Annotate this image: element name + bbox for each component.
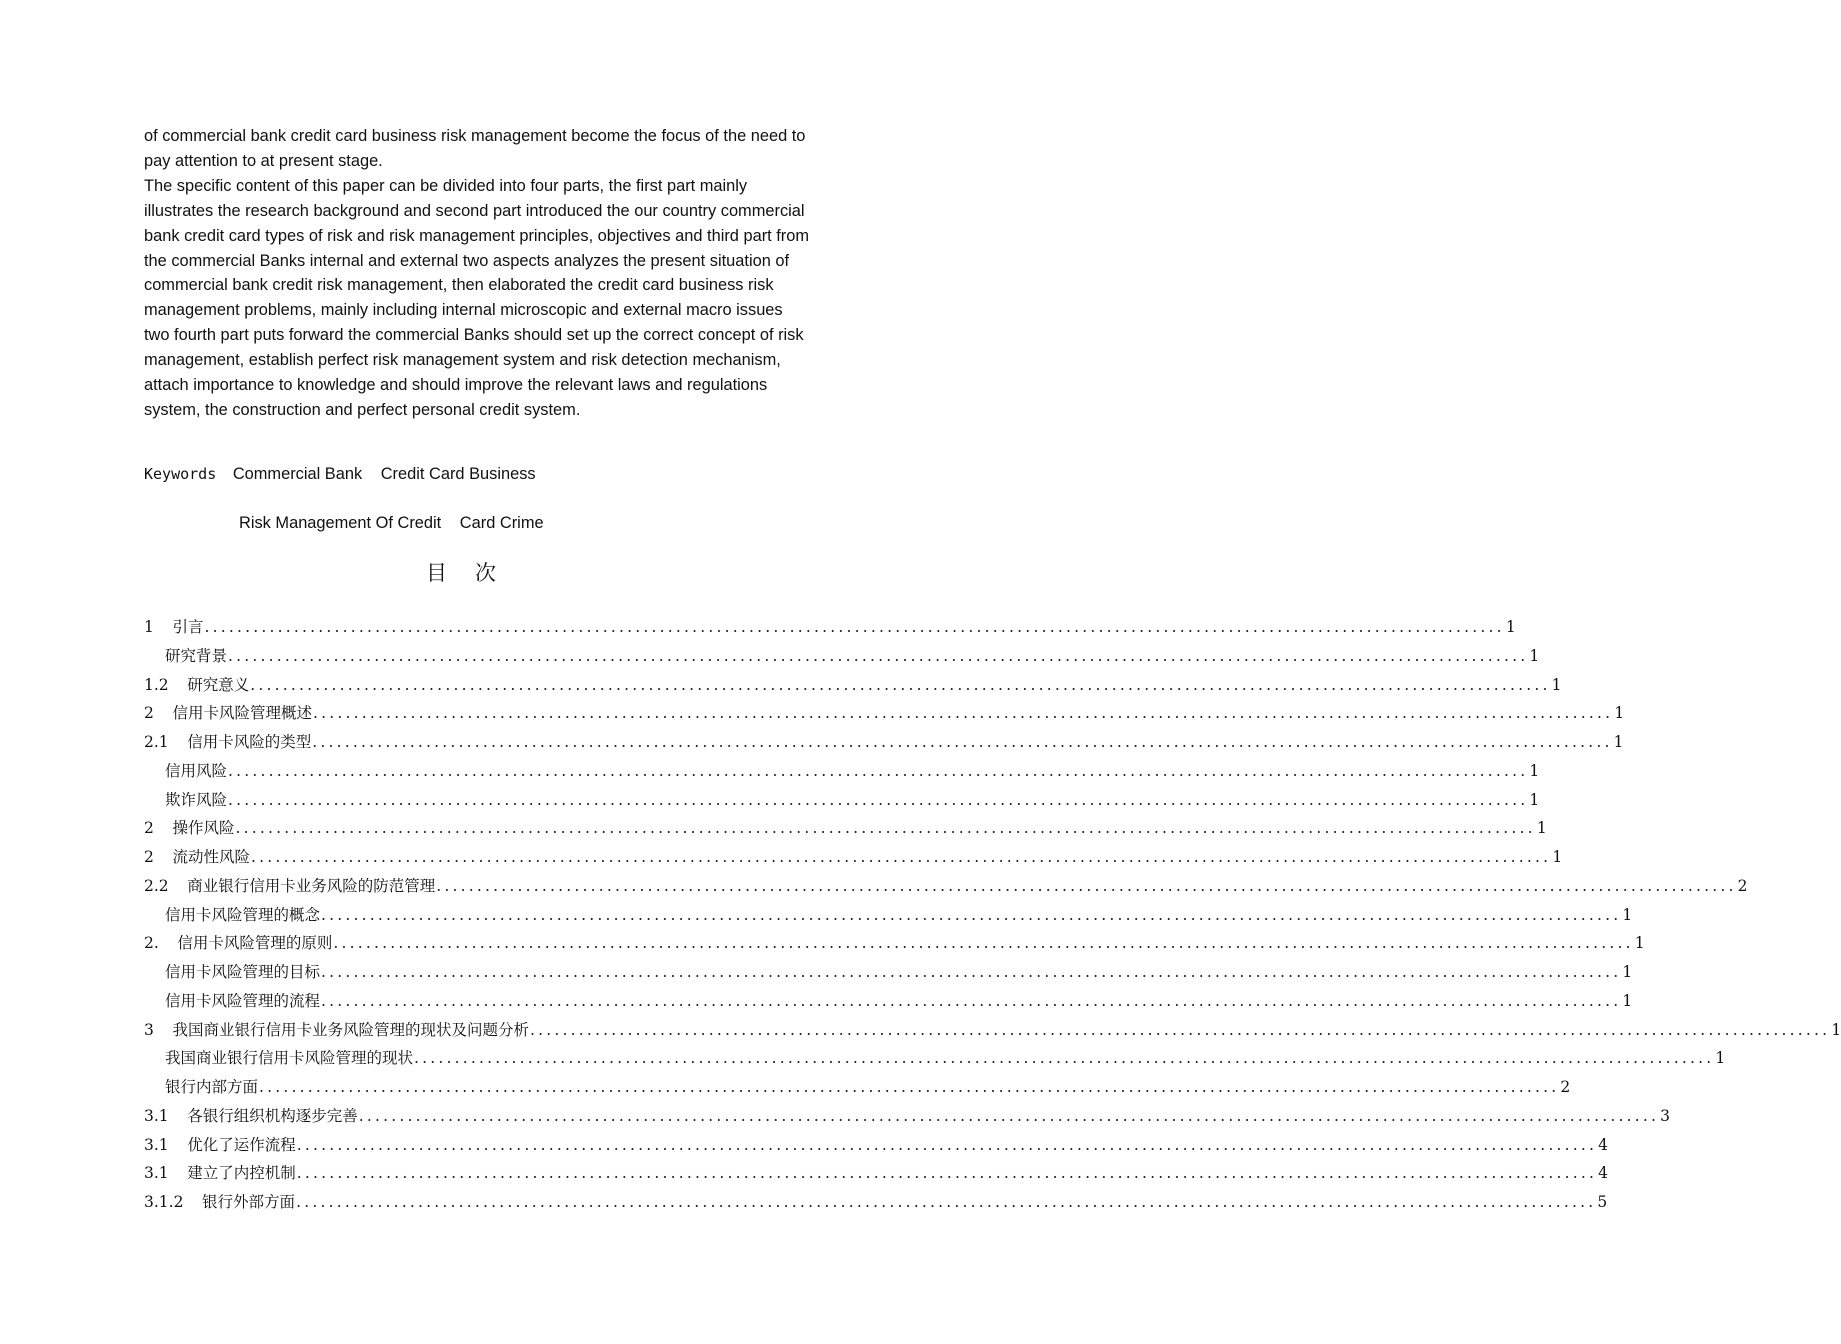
toc-entry-number: 3 (144, 1020, 154, 1039)
toc-entry-page: 1 (1622, 905, 1633, 924)
toc-entry-label: 信用风险 (165, 761, 228, 780)
toc-entry[interactable] (144, 1044, 1726, 1073)
toc-entry-page: 3 (1660, 1106, 1670, 1125)
toc-dot-leader: ................................................................................................................................................................ (529, 1020, 1831, 1039)
toc-entry-label: 各银行组织机构逐步完善 (187, 1106, 358, 1125)
toc-entry[interactable] (144, 987, 1633, 1016)
toc-entry[interactable] (144, 1131, 1608, 1160)
toc-entry[interactable] (144, 929, 1645, 958)
toc-entry[interactable] (144, 642, 1540, 671)
toc-entry[interactable] (144, 757, 1540, 786)
toc-entry[interactable] (144, 872, 1748, 901)
toc-dot-leader: ................................................................................................................................................................ (228, 761, 1529, 780)
toc-entry-page: 1 (1613, 733, 1624, 751)
toc-dot-leader: ................................................................................................................................................................ (312, 733, 1613, 751)
toc-entry-label: 流动性风险 (172, 848, 250, 866)
toc-entry-number: 2.1 (144, 733, 169, 751)
toc-entry-label: 信用卡风险管理的目标 (165, 963, 321, 981)
toc-entry-page: 1 (1715, 1049, 1726, 1068)
toc-dot-leader: ................................................................................................................................................................ (296, 1193, 1597, 1211)
table-of-contents (144, 613, 1841, 1217)
toc-entry-number: 3.1.2 (144, 1193, 184, 1211)
toc-entry-number: 1.2 (144, 675, 169, 694)
toc-entry-page: 2 (1737, 876, 1748, 895)
abstract-paragraph-1: of commercial bank credit card business risk management become the focus of the need to pay attention to at present stage. (144, 127, 806, 170)
toc-entry-number: 2 (144, 848, 154, 866)
toc-entry-label: 我国商业银行信用卡风险管理的现状 (165, 1049, 414, 1068)
toc-entry-label: 信用卡风险管理的流程 (165, 991, 321, 1010)
toc-entry-label: 商业银行信用卡业务风险的防范管理 (187, 876, 436, 895)
toc-dot-leader: ................................................................................................................................................................ (235, 819, 1536, 838)
toc-dot-leader: ................................................................................................................................................................ (204, 618, 1505, 636)
toc-dot-leader: ................................................................................................................................................................ (321, 991, 1622, 1010)
toc-entry-page: 4 (1598, 1135, 1608, 1154)
toc-entry[interactable] (144, 901, 1633, 930)
toc-entry[interactable] (144, 699, 1625, 728)
toc-entry-page: 1 (1529, 790, 1540, 809)
toc-entry-label: 信用卡风险管理的概念 (165, 905, 321, 924)
toc-entry-page: 1 (1505, 618, 1516, 636)
toc-entry-label: 引言 (172, 618, 204, 636)
toc-dot-leader: ................................................................................................................................................................ (296, 1135, 1598, 1154)
toc-entry[interactable] (144, 1073, 1571, 1102)
toc-entry-number: 1 (144, 618, 154, 636)
toc-entry-label: 信用卡风险管理的原则 (177, 934, 333, 953)
toc-entry-number: 2 (144, 819, 154, 838)
toc-entry[interactable] (144, 843, 1563, 872)
toc-entry-page: 1 (1529, 761, 1540, 780)
toc-entry[interactable] (144, 728, 1624, 757)
toc-entry[interactable] (144, 1016, 1841, 1045)
toc-dot-leader: ................................................................................................................................................................ (228, 790, 1529, 809)
toc-dot-leader: ................................................................................................................................................................ (333, 934, 1634, 953)
toc-entry-label: 欺诈风险 (165, 790, 228, 809)
keyword-item: Card Crime (459, 514, 544, 532)
toc-dot-leader: ................................................................................................................................................................ (250, 848, 1552, 866)
toc-entry-label: 研究背景 (165, 646, 228, 665)
toc-dot-leader: ................................................................................................................................................................ (436, 876, 1737, 895)
toc-entry[interactable] (144, 671, 1562, 700)
toc-entry-page: 1 (1831, 1020, 1841, 1039)
keywords-line-1 (144, 462, 550, 486)
toc-entry-page: 1 (1622, 963, 1633, 981)
toc-entry-page: 1 (1622, 991, 1633, 1010)
toc-entry-label: 信用卡风险管理概述 (172, 704, 312, 723)
toc-entry[interactable] (144, 786, 1540, 815)
toc-dot-leader: ................................................................................................................................................................ (312, 704, 1614, 723)
toc-dot-leader: ................................................................................................................................................................ (250, 675, 1551, 694)
toc-dot-leader: ................................................................................................................................................................ (358, 1106, 1660, 1125)
keyword-item: Risk Management Of Credit (239, 514, 442, 532)
toc-entry-page: 1 (1614, 704, 1625, 723)
toc-entry-label: 信用卡风险的类型 (187, 733, 312, 751)
toc-dot-leader: ................................................................................................................................................................ (414, 1049, 1715, 1068)
toc-entry-label: 银行外部方面 (202, 1193, 296, 1211)
toc-entry-page: 1 (1536, 819, 1547, 838)
keyword-item: Commercial Bank (232, 465, 363, 483)
toc-entry[interactable] (144, 1188, 1608, 1217)
toc-entry[interactable] (144, 1102, 1670, 1131)
toc-entry-page: 1 (1529, 646, 1540, 665)
abstract-paragraph-2: The specific content of this paper can be divided into four parts, the first part mainly illustrates the research background and second part introduced the our country commercial bank credit card types of risk and risk management principles, objectives and third part from the commercial Banks internal and external two aspects analyzes the present situation of commercial bank credit risk management, then elaborated the credit card business risk management problems, mainly including internal microscopic and external macro issues two fourth part puts forward the commercial Banks should set up the correct concept of risk management, establish perfect risk management system and risk detection mechanism, attach importance to knowledge and should improve the relevant laws and regulations system, the construction and perfect personal credit system. (144, 176, 810, 419)
toc-entry[interactable] (144, 613, 1516, 642)
toc-entry-number: 3.1 (144, 1135, 169, 1154)
toc-entry-label: 银行内部方面 (165, 1078, 259, 1096)
keywords-label: Keywords (144, 465, 217, 483)
toc-entry-page: 2 (1560, 1078, 1571, 1096)
toc-entry-label: 操作风险 (172, 819, 235, 838)
toc-title: 目次 (426, 561, 524, 585)
toc-entry-page: 1 (1551, 675, 1562, 694)
toc-entry-page: 1 (1552, 848, 1563, 866)
toc-dot-leader: ................................................................................................................................................................ (228, 646, 1529, 665)
keyword-item: Credit Card Business (380, 465, 536, 483)
toc-entry-page: 5 (1597, 1193, 1608, 1211)
toc-dot-leader: ................................................................................................................................................................ (321, 963, 1622, 981)
toc-entry[interactable] (144, 958, 1633, 987)
toc-dot-leader: ................................................................................................................................................................ (321, 905, 1622, 924)
toc-dot-leader: ................................................................................................................................................................ (259, 1078, 1560, 1096)
toc-entry-label: 优化了运作流程 (187, 1135, 296, 1154)
toc-entry[interactable] (144, 814, 1547, 843)
toc-entry-number: 3.1 (144, 1164, 169, 1183)
toc-entry-label: 建立了内控机制 (187, 1164, 296, 1183)
abstract-text (144, 124, 810, 423)
toc-entry-page: 4 (1598, 1164, 1608, 1183)
toc-entry-number: 2. (144, 934, 159, 953)
keywords-line-2 (239, 511, 558, 535)
toc-entry-page: 1 (1634, 934, 1645, 953)
toc-entry-label: 我国商业银行信用卡业务风险管理的现状及问题分析 (172, 1020, 529, 1039)
toc-dot-leader: ................................................................................................................................................................ (296, 1164, 1598, 1183)
toc-entry-label: 研究意义 (187, 675, 250, 694)
toc-entry-number: 2.2 (144, 876, 169, 895)
toc-entry[interactable] (144, 1159, 1608, 1188)
toc-entry-number: 2 (144, 704, 154, 723)
toc-entry-number: 3.1 (144, 1106, 169, 1125)
